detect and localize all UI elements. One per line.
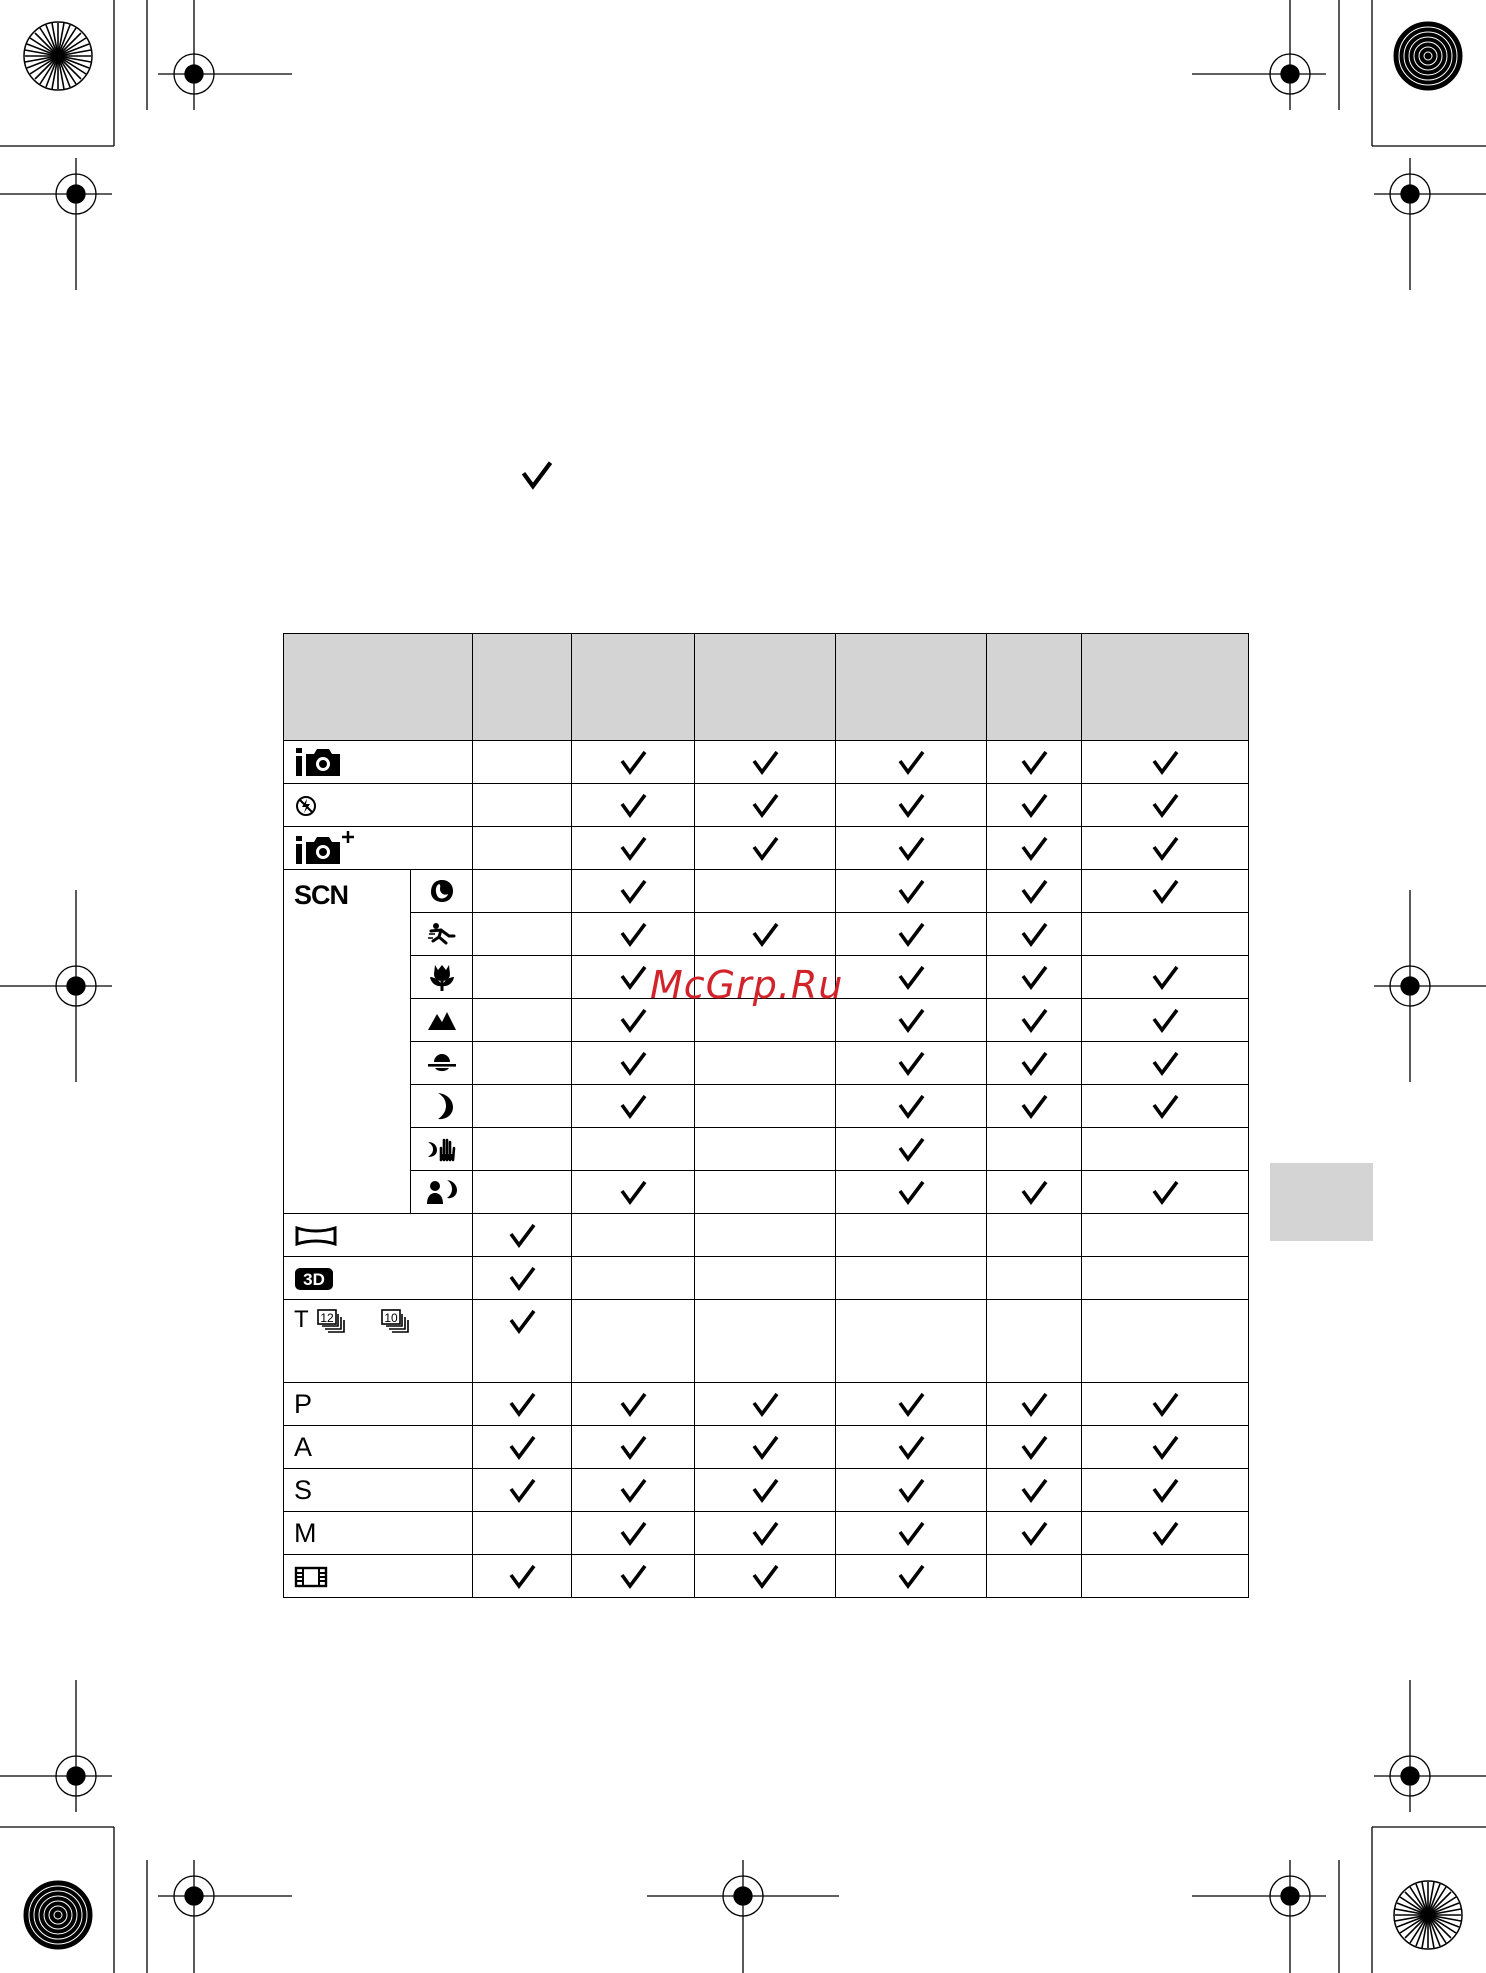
cell-scn-sunset-col-6 (1082, 1042, 1249, 1085)
table-row (284, 1383, 1249, 1426)
cell-scn-handheld-twilight-col-5 (987, 1128, 1082, 1171)
watermark-text: McGrp.Ru (650, 963, 844, 1007)
cell-scn-sports-col-1 (473, 913, 572, 956)
check-icon (619, 1007, 648, 1034)
night-scene-icon (429, 1091, 455, 1121)
cell-a-col-6 (1082, 1426, 1249, 1469)
row-label-handheld-twilight (411, 1128, 473, 1171)
check-icon (751, 792, 780, 819)
cell-scn-night-scene-col-6 (1082, 1085, 1249, 1128)
row-label-continuous-priority-ae (284, 1300, 473, 1383)
cell-continuous-priority-ae-col-2 (572, 1300, 695, 1383)
cell-scn-night-scene-col-2 (572, 1085, 695, 1128)
cell-p-col-3 (695, 1383, 836, 1426)
table-row (284, 1512, 1249, 1555)
check-icon (1151, 1093, 1180, 1120)
cell-superior-auto-col-4 (836, 827, 987, 870)
cell-s-col-4 (836, 1469, 987, 1512)
table-row (284, 1042, 1249, 1085)
cell-3d-col-2 (572, 1257, 695, 1300)
cell-m-col-1 (473, 1512, 572, 1555)
check-icon (619, 878, 648, 905)
row-label-superior-auto (284, 827, 473, 870)
cell-flash-off-col-2 (572, 784, 695, 827)
check-icon (1151, 835, 1180, 862)
cell-scn-portrait-col-4 (836, 870, 987, 913)
row-label-portrait (411, 870, 473, 913)
check-icon (897, 921, 926, 948)
sports-icon (427, 922, 457, 946)
cell-scn-sunset-col-1 (473, 1042, 572, 1085)
check-icon (897, 1007, 926, 1034)
cell-p-col-4 (836, 1383, 987, 1426)
cell-scn-sports-col-4 (836, 913, 987, 956)
cell-movie-col-6 (1082, 1555, 1249, 1598)
cell-scn-sports-col-3 (695, 913, 836, 956)
cell-movie-col-5 (987, 1555, 1082, 1598)
section-side-tab (1270, 1163, 1373, 1241)
cell-movie-col-2 (572, 1555, 695, 1598)
cell-continuous-priority-ae-col-5 (987, 1300, 1082, 1383)
check-icon (619, 749, 648, 776)
check-icon (897, 835, 926, 862)
check-icon (1020, 792, 1049, 819)
row-label-s: S (284, 1469, 473, 1512)
check-icon (619, 921, 648, 948)
row-label-sunset (411, 1042, 473, 1085)
row-label-landscape (411, 999, 473, 1042)
cell-a-col-4 (836, 1426, 987, 1469)
check-icon (619, 1563, 648, 1590)
header-cell-6 (1082, 634, 1249, 741)
cell-p-col-1 (473, 1383, 572, 1426)
table-row (284, 870, 1249, 913)
cell-superior-auto-col-2 (572, 827, 695, 870)
cell-3d-col-3 (695, 1257, 836, 1300)
check-icon (751, 1391, 780, 1418)
check-icon (1151, 1007, 1180, 1034)
check-icon (897, 1050, 926, 1077)
check-icon (619, 1179, 648, 1206)
intelligent-auto-icon (294, 745, 348, 779)
check-icon (1151, 749, 1180, 776)
check-icon (751, 1520, 780, 1547)
cell-3d-col-5 (987, 1257, 1082, 1300)
check-icon (897, 1477, 926, 1504)
cell-flash-off-col-4 (836, 784, 987, 827)
cell-scn-sunset-col-4 (836, 1042, 987, 1085)
cell-scn-landscape-col-6 (1082, 999, 1249, 1042)
table-row (284, 741, 1249, 784)
handheld-twilight-icon (425, 1136, 459, 1162)
check-icon (897, 1563, 926, 1590)
check-icon (751, 1434, 780, 1461)
cell-m-col-6 (1082, 1512, 1249, 1555)
check-icon (508, 1391, 537, 1418)
cell-continuous-priority-ae-col-3 (695, 1300, 836, 1383)
cell-m-col-5 (987, 1512, 1082, 1555)
check-icon (1020, 921, 1049, 948)
cell-continuous-priority-ae-col-6 (1082, 1300, 1249, 1383)
cell-sweep-panorama-col-1 (473, 1214, 572, 1257)
cell-flash-off-col-3 (695, 784, 836, 827)
table-row (284, 1257, 1249, 1300)
check-icon (1020, 1093, 1049, 1120)
cell-scn-night-portrait-col-6 (1082, 1171, 1249, 1214)
cell-movie-col-4 (836, 1555, 987, 1598)
row-label-a: A (284, 1426, 473, 1469)
check-icon (897, 1391, 926, 1418)
check-icon (1151, 878, 1180, 905)
cell-flash-off-col-6 (1082, 784, 1249, 827)
table-row (284, 913, 1249, 956)
cell-scn-sports-col-6 (1082, 913, 1249, 956)
check-icon (619, 835, 648, 862)
cell-scn-night-scene-col-3 (695, 1085, 836, 1128)
svg-text:12: 12 (320, 1311, 334, 1325)
row-label-night-scene (411, 1085, 473, 1128)
sunset-icon (426, 1052, 458, 1074)
cell-scn-macro-col-5 (987, 956, 1082, 999)
cell-movie-col-1 (473, 1555, 572, 1598)
check-icon (751, 835, 780, 862)
cell-p-col-5 (987, 1383, 1082, 1426)
cell-scn-night-portrait-col-1 (473, 1171, 572, 1214)
legend-check-icon (520, 458, 554, 492)
cell-scn-handheld-twilight-col-1 (473, 1128, 572, 1171)
cell-scn-portrait-col-1 (473, 870, 572, 913)
cell-continuous-priority-ae-col-4 (836, 1300, 987, 1383)
continuous-priority-ae-12-icon (316, 1308, 350, 1334)
night-portrait-icon (425, 1178, 459, 1206)
check-icon (1151, 964, 1180, 991)
check-icon (897, 749, 926, 776)
check-icon (1020, 878, 1049, 905)
check-icon (1020, 749, 1049, 776)
cell-scn-night-portrait-col-3 (695, 1171, 836, 1214)
cell-s-col-3 (695, 1469, 836, 1512)
cell-m-col-4 (836, 1512, 987, 1555)
check-icon (1151, 1520, 1180, 1547)
cell-scn-handheld-twilight-col-4 (836, 1128, 987, 1171)
check-icon (619, 1434, 648, 1461)
cell-scn-landscape-col-1 (473, 999, 572, 1042)
row-label-sweep-panorama (284, 1214, 473, 1257)
cell-3d-col-6 (1082, 1257, 1249, 1300)
cell-scn-macro-col-4 (836, 956, 987, 999)
cell-intelligent-auto-col-2 (572, 741, 695, 784)
cell-scn-sunset-col-3 (695, 1042, 836, 1085)
cell-flash-off-col-1 (473, 784, 572, 827)
cell-sweep-panorama-col-4 (836, 1214, 987, 1257)
check-icon (508, 1477, 537, 1504)
flash-off-icon (294, 794, 318, 818)
check-icon (508, 1434, 537, 1461)
check-icon (897, 1520, 926, 1547)
check-icon (897, 964, 926, 991)
cell-a-col-2 (572, 1426, 695, 1469)
landscape-icon (427, 1009, 457, 1031)
cell-scn-portrait-col-5 (987, 870, 1082, 913)
cell-sweep-panorama-col-5 (987, 1214, 1082, 1257)
cell-superior-auto-col-6 (1082, 827, 1249, 870)
cell-scn-night-scene-col-4 (836, 1085, 987, 1128)
cell-scn-handheld-twilight-col-2 (572, 1128, 695, 1171)
row-label-movie (284, 1555, 473, 1598)
3d-icon (294, 1267, 334, 1291)
cell-movie-col-3 (695, 1555, 836, 1598)
cell-scn-night-portrait-col-2 (572, 1171, 695, 1214)
header-cell-3 (695, 634, 836, 741)
cell-scn-sunset-col-5 (987, 1042, 1082, 1085)
check-icon (508, 1308, 537, 1335)
check-icon (1020, 1391, 1049, 1418)
row-label-night-portrait (411, 1171, 473, 1214)
check-icon (508, 1563, 537, 1590)
check-icon (1020, 1179, 1049, 1206)
check-icon (1020, 1050, 1049, 1077)
cell-intelligent-auto-col-6 (1082, 741, 1249, 784)
cell-a-col-3 (695, 1426, 836, 1469)
svg-text:10: 10 (384, 1311, 398, 1325)
header-cell-mode (284, 634, 473, 741)
check-icon (1020, 835, 1049, 862)
check-icon (1020, 1477, 1049, 1504)
movie-icon (294, 1565, 328, 1589)
table-row (284, 1555, 1249, 1598)
cell-superior-auto-col-5 (987, 827, 1082, 870)
cell-s-col-6 (1082, 1469, 1249, 1512)
table-row (284, 1426, 1249, 1469)
header-cell-4 (836, 634, 987, 741)
cell-sweep-panorama-col-2 (572, 1214, 695, 1257)
cell-s-col-2 (572, 1469, 695, 1512)
check-icon (619, 964, 648, 991)
cell-intelligent-auto-col-3 (695, 741, 836, 784)
cell-p-col-2 (572, 1383, 695, 1426)
check-icon (751, 1563, 780, 1590)
cell-scn-portrait-col-6 (1082, 870, 1249, 913)
check-icon (897, 1093, 926, 1120)
check-icon (897, 1179, 926, 1206)
check-icon (619, 1093, 648, 1120)
check-icon (619, 792, 648, 819)
check-icon (751, 921, 780, 948)
row-label-sports (411, 913, 473, 956)
check-icon (619, 1050, 648, 1077)
check-icon (508, 1222, 537, 1249)
check-icon (1151, 1179, 1180, 1206)
check-icon (1020, 1520, 1049, 1547)
cell-intelligent-auto-col-4 (836, 741, 987, 784)
check-icon (1151, 792, 1180, 819)
cell-scn-sunset-col-2 (572, 1042, 695, 1085)
check-icon (1151, 1050, 1180, 1077)
cell-scn-sports-col-2 (572, 913, 695, 956)
header-cell-5 (987, 634, 1082, 741)
check-icon (619, 1391, 648, 1418)
cell-scn-macro-col-6 (1082, 956, 1249, 999)
row-label-intelligent-auto (284, 741, 473, 784)
table-row (284, 1171, 1249, 1214)
row-label-p: P (284, 1383, 473, 1426)
scn-group-label: SCN (284, 870, 411, 1214)
cell-scn-landscape-col-4 (836, 999, 987, 1042)
cell-scn-handheld-twilight-col-6 (1082, 1128, 1249, 1171)
check-icon (508, 1265, 537, 1292)
cell-scn-handheld-twilight-col-3 (695, 1128, 836, 1171)
row-label-flash-off (284, 784, 473, 827)
cell-scn-night-scene-col-5 (987, 1085, 1082, 1128)
table-row (284, 1128, 1249, 1171)
cell-scn-night-scene-col-1 (473, 1085, 572, 1128)
table-row (284, 784, 1249, 827)
check-icon (897, 792, 926, 819)
cell-scn-night-portrait-col-5 (987, 1171, 1082, 1214)
cell-scn-sports-col-5 (987, 913, 1082, 956)
shooting-mode-compatibility-table (283, 633, 1249, 1598)
header-cell-1 (473, 634, 572, 741)
table-row (284, 1214, 1249, 1257)
cell-intelligent-auto-col-5 (987, 741, 1082, 784)
cell-scn-night-portrait-col-4 (836, 1171, 987, 1214)
cell-scn-portrait-col-3 (695, 870, 836, 913)
check-icon (897, 1136, 926, 1163)
cell-3d-col-4 (836, 1257, 987, 1300)
check-icon (751, 1477, 780, 1504)
check-icon (1151, 1434, 1180, 1461)
cell-sweep-panorama-col-3 (695, 1214, 836, 1257)
check-icon (751, 749, 780, 776)
check-icon (1151, 1391, 1180, 1418)
table-row (284, 1300, 1249, 1383)
check-icon (1020, 964, 1049, 991)
svg-text:3D: 3D (303, 1270, 325, 1290)
cell-sweep-panorama-col-6 (1082, 1214, 1249, 1257)
cell-3d-col-1 (473, 1257, 572, 1300)
table-row (284, 1085, 1249, 1128)
table-header-row (284, 634, 1249, 741)
cell-a-col-1 (473, 1426, 572, 1469)
cell-superior-auto-col-3 (695, 827, 836, 870)
cell-flash-off-col-5 (987, 784, 1082, 827)
cell-superior-auto-col-1 (473, 827, 572, 870)
cell-scn-macro-col-1 (473, 956, 572, 999)
table-row (284, 827, 1249, 870)
macro-icon (428, 962, 456, 992)
cell-continuous-priority-ae-col-1 (473, 1300, 572, 1383)
cell-m-col-2 (572, 1512, 695, 1555)
cell-s-col-5 (987, 1469, 1082, 1512)
sweep-panorama-icon (294, 1225, 338, 1247)
check-icon (1151, 1477, 1180, 1504)
check-icon (619, 1520, 648, 1547)
cell-m-col-3 (695, 1512, 836, 1555)
row-label-3d (284, 1257, 473, 1300)
cell-intelligent-auto-col-1 (473, 741, 572, 784)
row-label-macro (411, 956, 473, 999)
portrait-icon (429, 878, 455, 904)
check-icon (619, 1477, 648, 1504)
cell-scn-portrait-col-2 (572, 870, 695, 913)
row-label-m: M (284, 1512, 473, 1555)
cell-a-col-5 (987, 1426, 1082, 1469)
check-icon (1020, 1007, 1049, 1034)
t-label: T (294, 1306, 309, 1333)
check-icon (897, 1434, 926, 1461)
cell-s-col-1 (473, 1469, 572, 1512)
superior-auto-icon (294, 829, 364, 867)
table-row (284, 1469, 1249, 1512)
cell-p-col-6 (1082, 1383, 1249, 1426)
check-icon (1020, 1434, 1049, 1461)
continuous-priority-ae-10-icon (380, 1308, 414, 1334)
check-icon (897, 878, 926, 905)
header-cell-2 (572, 634, 695, 741)
cell-scn-landscape-col-5 (987, 999, 1082, 1042)
